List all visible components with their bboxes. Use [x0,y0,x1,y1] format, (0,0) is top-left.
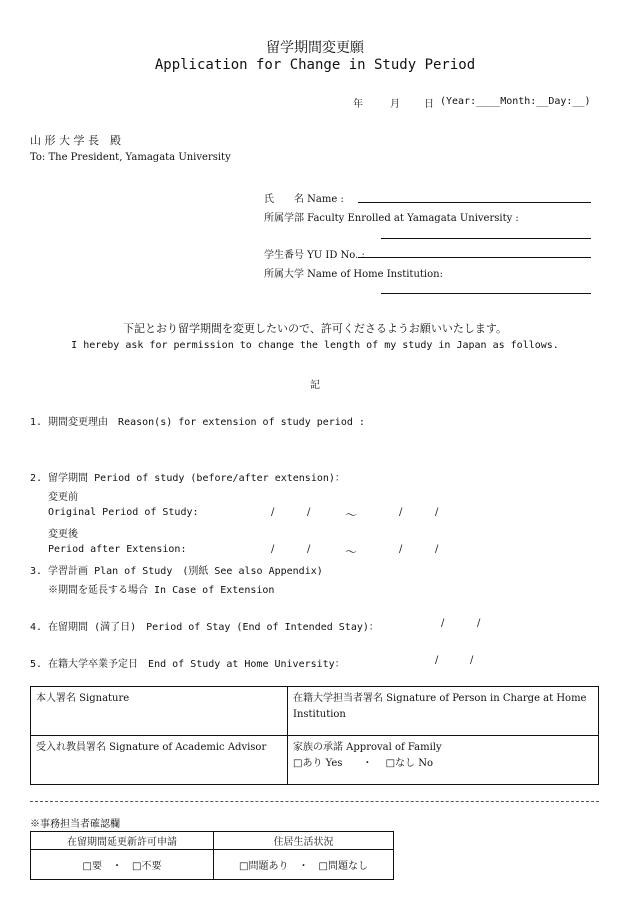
original-slash-1: / [271,507,275,518]
addressee-ja: 山 形 大 学 長 殿 [30,134,121,147]
after-slash-2: / [307,544,311,555]
original-slash-2: / [307,507,311,518]
page-title-ja: 留学期間変更願 [266,40,364,56]
after-ja: 変更後 [48,529,78,540]
home-institution-field[interactable] [381,293,591,294]
addressee-en: To: The President, Yamagata University [30,152,231,163]
faculty-label: 所属学部 Faculty Enrolled at Yamagata University : [264,213,519,224]
after-slash-1: / [271,544,275,555]
request-ja: 下記とおり留学期間を変更したいので、許可くださるようお願いいたします。 [123,322,507,335]
office-header-living: 住居生活状況 [214,832,394,850]
item-end-study: 5. 在籍大学卒業予定日 End of Study at Home University： [30,659,345,670]
after-period-label: Period after Extension: [48,544,187,555]
family-approval-cell[interactable] [288,736,599,785]
item-plan-note: ※期間を延長する場合 In Case of Extension [48,585,275,596]
date-day-ja: 日 [424,99,434,110]
signature-self-cell[interactable] [31,687,288,736]
stay-slash-2: / [477,618,481,629]
name-field[interactable] [358,202,591,203]
id-label: 学生番号 YU ID No. : [264,250,365,261]
date-month-ja: 月 [390,99,400,110]
family-approval-options[interactable]: □あり Yes ・ □なし No [293,758,433,769]
date-en[interactable]: (Year:____Month:__Day:__) [440,96,591,107]
signature-advisor-label: 受入れ教員署名 Signature of Academic Advisor [36,742,267,753]
office-title: ※事務担当者確認欄 [30,819,120,830]
item-period-title: 2. 留学期間 Period of study (before/after extension)： [30,473,345,484]
item-plan-title: 3. 学習計画 Plan of Study (別紙 See also Appendix) [30,566,323,577]
page-title-en: Application for Change in Study Period [154,57,476,73]
ki-heading: 記 [310,380,320,391]
home-institution-label: 所属大学 Name of Home Institution: [264,269,443,280]
faculty-field[interactable] [381,238,591,239]
id-field[interactable] [358,257,591,258]
original-slash-3: / [399,507,403,518]
signature-table [30,686,599,785]
item-stay: 4. 在留期間 (満了日) Period of Stay (End of Intended Stay)： [30,622,379,633]
date-year-ja: 年 [353,99,363,110]
end-slash-2: / [470,655,474,666]
item-reason: 1. 期間変更理由 Reason(s) for extension of study period : [30,417,365,428]
signature-self-label: 本人署名 Signature [36,693,130,704]
after-slash-3: / [399,544,403,555]
office-permit-options[interactable]: □要 ・ □不要 [31,850,214,880]
original-tilde: ～ [345,508,358,522]
signature-home-cell[interactable] [288,687,599,736]
original-slash-4: / [435,507,439,518]
office-table [30,831,394,880]
end-slash-1: / [435,655,439,666]
original-period-label: Original Period of Study: [48,507,199,518]
office-header-permit: 在留期間延更新許可申請 [31,832,214,850]
signature-advisor-cell[interactable] [31,736,288,785]
request-en: I hereby ask for permission to change the length of my study in Japan as follows. [71,340,559,351]
after-slash-4: / [435,544,439,555]
signature-home-label: 在籍大学担当者署名 Signature of Person in Charge at Home Institution [293,693,587,720]
before-ja: 変更前 [48,492,78,503]
family-approval-label: 家族の承諾 Approval of Family [293,742,442,753]
office-living-options[interactable]: □問題あり ・ □問題なし [214,850,394,880]
after-tilde: ～ [345,545,358,559]
name-label: 氏 名 Name : [264,194,344,205]
cut-line [30,801,599,802]
stay-slash-1: / [441,618,445,629]
